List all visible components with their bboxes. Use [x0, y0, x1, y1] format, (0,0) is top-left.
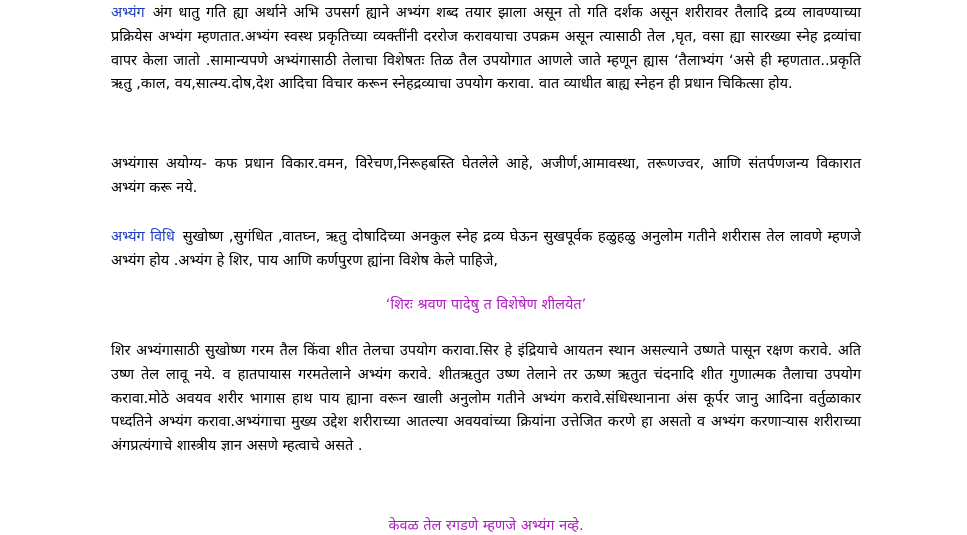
paragraph-procedure — [111, 226, 861, 274]
term-abhyanga: अभ्यंग — [111, 5, 145, 21]
paragraph-text: सुखोष्ण ,सुगंधित ,वातघ्न, ऋतु दोषादिच्या अनकुल स्नेह द्रव्य घेऊन सुखपूर्वक हळुहळु अनुलोम गतीने शरीरास तेल लावणे म्हणजे अभ्यंग होय .अभ्यंग हे शिर, पाय आणि कर्णपुरण ह्यांना विशेष केले पाहिजे, — [111, 229, 861, 269]
sanskrit-quote: ‘शिरः श्रवण पादेषु त विशेषेण शीलयेत’ — [385, 297, 587, 313]
paragraph-contraindications — [111, 153, 861, 201]
term-procedure: अभ्यंग विधि — [111, 229, 175, 245]
paragraph-head-massage — [111, 340, 861, 459]
paragraph-text: अंग धातु गति ह्या अर्थाने अभि उपसर्ग ह्याने अभ्यंग शब्द तयार झाला असून तो गति दर्शक असून शरीरावर तैलादि द्रव्य लावण्याच्या प्रक्रियेस अभ्यंग म्हणतात.अभ्यंग स्वस्थ प्रकृतिच्या व्यक्तींनी दररोज करावयाचा उपक्रम असून त्यासाठी तेल ,घृत, वसा ह्या सारख्या स्नेह द्रव्यांचा वापर केला जातो .सामान्यपणे अभ्यंगासाठी तेलाचा विशेषतः तिळ तैल उपयोगात आणले जाते म्हणून ह्यास ‘तैलाभ्यंग ‘असे ही म्हणतात..प्रकृति ऋतु ,काल, वय,सात्म्य.दोष,देश आदिचा विचार करून स्नेहद्रव्याचा उपयोग करावा. वात व्याधीत बाह्य स्नेहन ही प्रधान चिकित्सा होय. — [111, 5, 861, 93]
term-contraindications: अभ्यंगास अयोग्य- — [111, 156, 207, 172]
paragraph-text: कफ प्रधान विकार.वमन, विरेचण,निरूहबस्ति घेतलेले आहे, अजीर्ण,आमावस्था, तरूणज्वर, आणि संतर्पणजन्य विकारात अभ्यंग करू नये. — [111, 156, 861, 196]
paragraph-text: शिर अभ्यंगासाठी सुखोष्ण गरम तैल किंवा शीत तेलचा उपयोग करावा.सिर हे इंद्रियाचे आयतन स्थान असल्याने उष्णते पासून रक्षण करावे. अति उष्ण तेल लावू नये. व हातपायास गरमतेलाने अभ्यंग करावे. शीतऋतुत उष्ण तेलाने तर ऊष्ण ऋतुत चंदनादि शीत गुणात्मक तैलाचा उपयोग करावा.मोठे अवयव शरीर भागास हाथ पाय ह्याना वरून खाली अनुलोम गतीने अभ्यंग करावे.संधिस्थानाना अंस कूर्पर जानु आदिना वर्तुळाकार पध्दतिने अभ्यंग करावा.अभ्यंगाचा मुख्य उद्देश शरीराच्या आतल्या अवयवांच्या क्रियांना उत्तेजित करणे हा असतो व अभ्यंग करणाऱ्यास शरीराच्या अंगप्रत्यंगाचे शास्त्रीय ज्ञान असणे म्हत्वाचे असते . — [111, 343, 861, 455]
paragraph-abhyanga-definition — [111, 2, 861, 97]
closing-quote: केवळ तेल रगडणे म्हणजे अभ्यंग नव्हे. — [388, 518, 584, 534]
